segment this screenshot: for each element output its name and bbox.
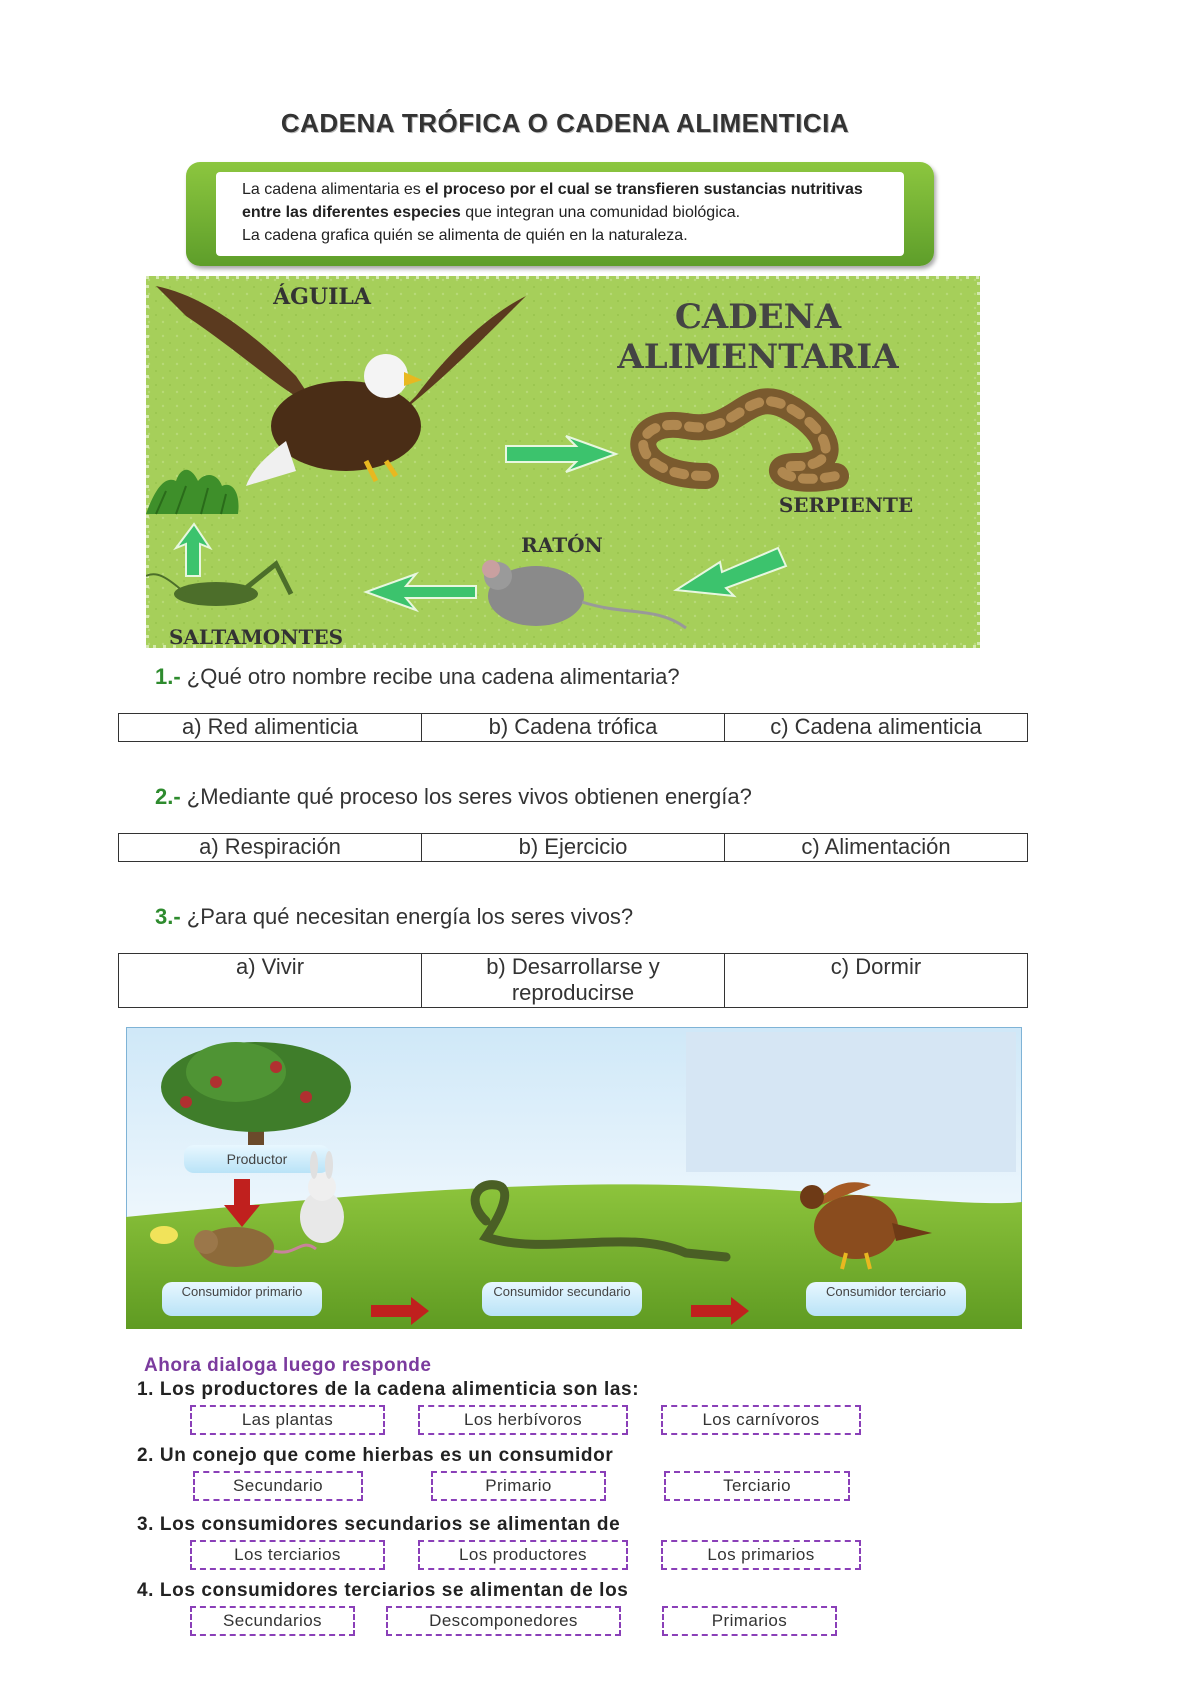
question-1-option-c[interactable]: c) Cadena alimenticia [725,714,1028,742]
question-2-number: 2.- [155,784,181,809]
dialog-q3-option-2[interactable]: Los productores [418,1540,628,1570]
question-1-number: 1.- [155,664,181,689]
dialog-q4-option-2[interactable]: Descomponedores [386,1606,621,1636]
dialog-q3-option-1[interactable]: Los terciarios [190,1540,385,1570]
dialog-q1-option-1[interactable]: Las plantas [190,1405,385,1435]
question-1 [155,664,680,690]
dialog-title: Ahora dialoga luego responde [144,1355,432,1376]
dialog-q1-option-3[interactable]: Los carnívoros [661,1405,861,1435]
question-2-option-a[interactable]: a) Respiración [119,834,422,862]
label-tertiary: Consumidor terciario [826,1284,946,1299]
question-1-options [118,713,1028,742]
definition-box [186,162,934,266]
question-3-text: ¿Para qué necesitan energía los seres vivos? [180,904,634,929]
dialog-q2-option-1[interactable]: Secundario [193,1471,363,1501]
question-1-text: ¿Qué otro nombre recibe una cadena alimentaria? [180,664,680,689]
flower-icon [150,1226,178,1244]
dialog-q2-option-3[interactable]: Terciario [664,1471,850,1501]
question-1-option-a[interactable]: a) Red alimenticia [119,714,422,742]
dialog-q1-option-2[interactable]: Los herbívoros [418,1405,628,1435]
question-3-option-c[interactable]: c) Dormir [725,954,1028,1008]
question-3-option-a[interactable]: a) Vivir [119,954,422,1008]
page-title: CADENA TRÓFICA O CADENA ALIMENTICIA [280,108,850,138]
question-2-option-c[interactable]: c) Alimentación [725,834,1028,862]
question-2-options [118,833,1028,862]
question-3-number: 3.- [155,904,181,929]
label-snake: SERPIENTE [778,493,914,517]
definition-part-2: que integran una comunidad biológica. [460,204,741,221]
dialog-q4-option-1[interactable]: Secundarios [190,1606,355,1636]
svg-text:Consumidor secundario [493,1284,630,1299]
question-1-option-b[interactable]: b) Cadena trófica [422,714,725,742]
dialog-q4-option-3[interactable]: Primarios [662,1606,837,1636]
question-2-text: ¿Mediante qué proceso los seres vivos obtienen energía? [180,784,752,809]
blank-box [686,1032,1016,1172]
label-primary: Consumidor primario [181,1284,303,1299]
definition-line-3: La cadena grafica quién se alimenta de quién en la naturaleza. [242,227,688,244]
definition-text [216,172,904,256]
question-2 [155,784,752,810]
question-3 [155,904,633,930]
chain-title-2: ALIMENTARIA [617,337,899,377]
consumer-chain-illustration [126,1027,1022,1329]
chain-title-1: CADENA [674,297,842,337]
svg-text:Consumidor primario [182,1284,303,1299]
svg-text:Consumidor terciario [826,1284,946,1299]
label-producer: Productor [226,1151,288,1167]
definition-bold: el proceso por el cual se transfieren sustancias nutritivas entre las diferentes especies [242,181,863,221]
label-secondary: Consumidor secundario [493,1284,631,1299]
dialog-question-3: 3. Los consumidores secundarios se alimentan de [137,1514,621,1535]
dialog-question-1: 1. Los productores de la cadena alimenticia son las: [137,1379,640,1400]
food-chain-illustration [146,276,980,648]
label-eagle: ÁGUILA [273,284,371,310]
dialog-question-4: 4. Los consumidores terciarios se alimentan de los [137,1580,629,1601]
question-3-option-b[interactable]: b) Desarrollarse y reproducirse [422,954,725,1008]
label-grasshopper: SALTAMONTES [168,625,344,648]
question-2-option-b[interactable]: b) Ejercicio [422,834,725,862]
label-mouse: RATÓN [521,533,603,557]
dialog-q2-option-2[interactable]: Primario [431,1471,606,1501]
dialog-question-2: 2. Un conejo que come hierbas es un consumidor [137,1445,614,1466]
definition-part-1: La cadena alimentaria es [242,181,426,198]
question-3-options [118,953,1028,1008]
dialog-q3-option-3[interactable]: Los primarios [661,1540,861,1570]
